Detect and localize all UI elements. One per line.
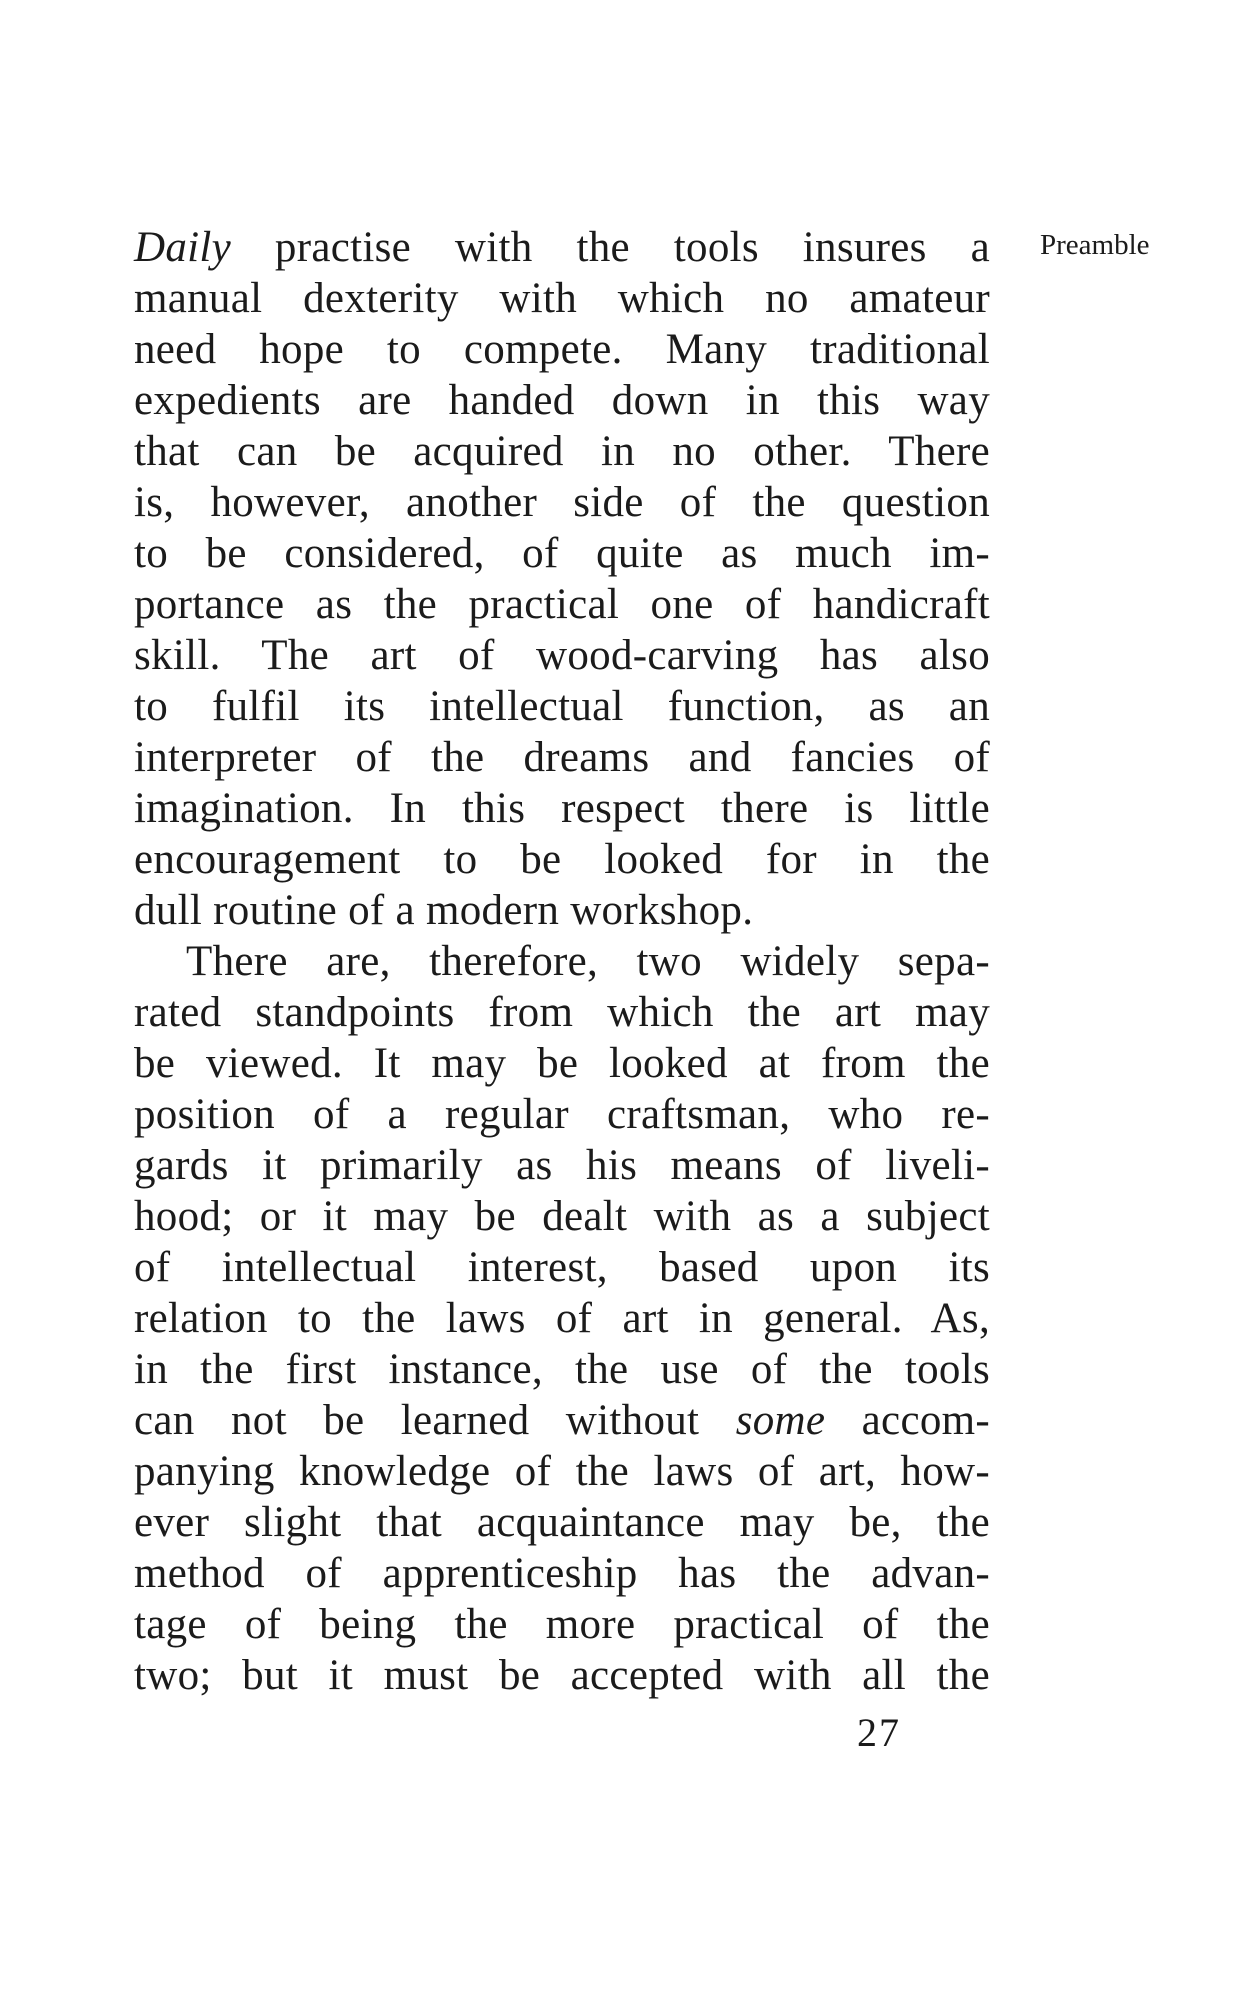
text-run-italic: Daily	[134, 224, 232, 271]
text-line: position of a regular craftsman, who re-	[134, 1091, 990, 1138]
text-line: imagination. In this respect there is little	[134, 785, 990, 832]
page-number: 27	[857, 1710, 901, 1755]
body-text	[134, 222, 990, 1701]
text-line: of intellectual interest, based upon its	[134, 1244, 990, 1291]
text-run: practise with the tools insures a	[231, 224, 990, 271]
text-line: manual dexterity with which no amateur	[134, 275, 990, 322]
text-run: accom-	[825, 1397, 990, 1444]
text-line: method of apprenticeship has the advan-	[134, 1550, 990, 1597]
text-line: that can be acquired in no other. There	[134, 428, 990, 475]
text-line: expedients are handed down in this way	[134, 377, 990, 424]
text-line: to be considered, of quite as much im-	[134, 530, 990, 577]
text-line: skill. The art of wood-carving has also	[134, 632, 990, 679]
text-line: in the first instance, the use of the tools	[134, 1346, 990, 1393]
text-line: interpreter of the dreams and fancies of	[134, 734, 990, 781]
text-line: encouragement to be looked for in the	[134, 836, 990, 883]
text-line: ever slight that acquaintance may be, the	[134, 1499, 990, 1546]
text-line: relation to the laws of art in general. As,	[134, 1295, 990, 1342]
text-line: be viewed. It may be looked at from the	[134, 1040, 990, 1087]
text-line: tage of being the more practical of the	[134, 1601, 990, 1648]
text-line: There are, therefore, two widely sepa-	[186, 938, 990, 985]
text-line: panying knowledge of the laws of art, how-	[134, 1448, 990, 1495]
text-line: portance as the practical one of handicraft	[134, 581, 990, 628]
text-line: rated standpoints from which the art may	[134, 989, 990, 1036]
text-run-italic: some	[735, 1397, 826, 1444]
text-line	[134, 222, 990, 273]
margin-note: Preamble	[1040, 229, 1150, 261]
text-line: is, however, another side of the question	[134, 479, 990, 526]
text-line: two; but it must be accepted with all the	[134, 1652, 990, 1699]
text-line: hood; or it may be dealt with as a subject	[134, 1193, 990, 1240]
text-line: need hope to compete. Many traditional	[134, 326, 990, 373]
text-run: can not be learned without	[134, 1397, 736, 1444]
text-line	[134, 1395, 990, 1446]
text-line: to fulfil its intellectual function, as an	[134, 683, 990, 730]
text-line: gards it primarily as his means of liveli-	[134, 1142, 990, 1189]
text-line: dull routine of a modern workshop.	[134, 887, 754, 934]
